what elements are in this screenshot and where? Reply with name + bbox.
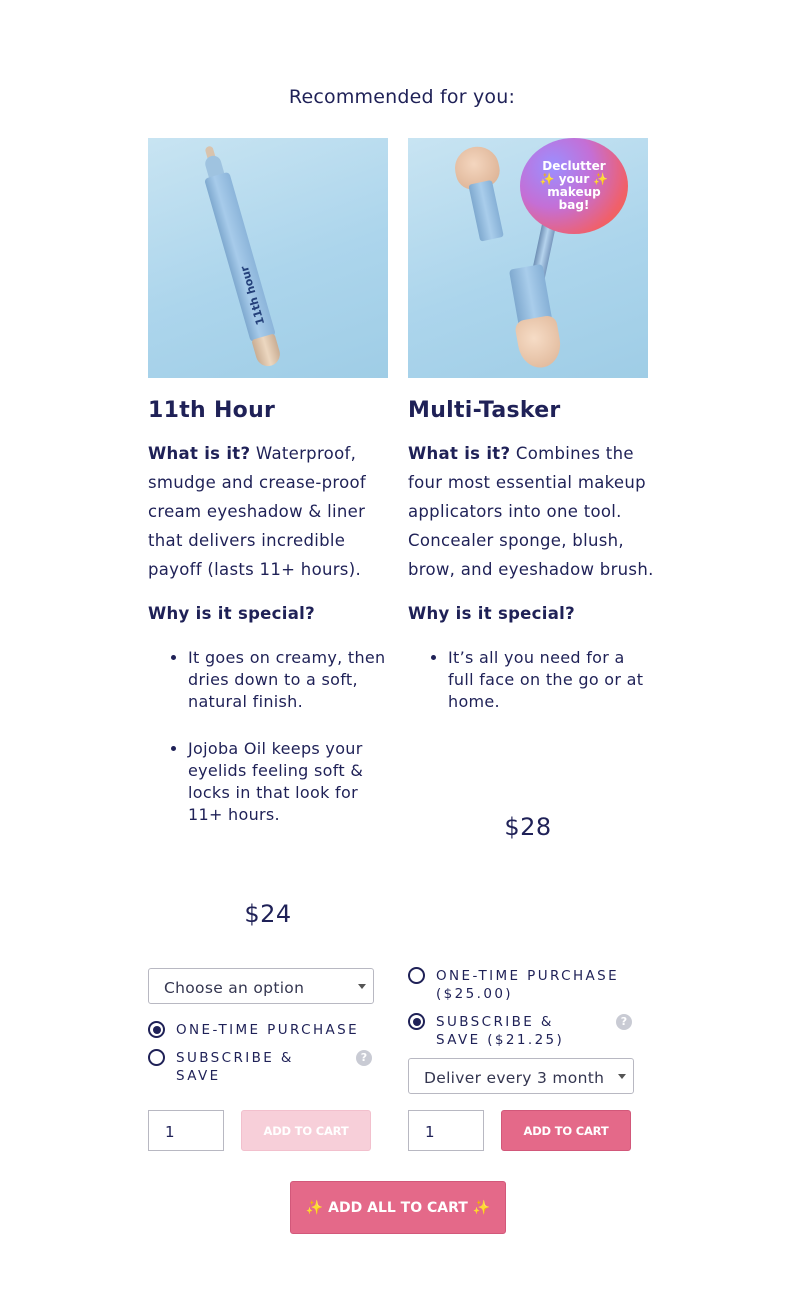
product-title[interactable]: Multi-Tasker — [408, 398, 561, 423]
feature-list — [408, 647, 654, 713]
feature-item: • It’s all you need for a full face on the go or at home. — [448, 647, 654, 713]
brush-illustration — [451, 143, 517, 260]
delivery-frequency-value: Deliver every 3 month — [424, 1069, 605, 1087]
option-label: ONE-TIME PURCHASE ($25.00) — [436, 968, 620, 1002]
stick-brand-text: 11th hour — [237, 264, 268, 327]
sponge-illustration — [503, 263, 567, 377]
what-label: What is it? — [408, 444, 511, 463]
add-all-to-cart-button[interactable]: ✨ ADD ALL TO CART ✨ — [290, 1181, 506, 1234]
option-label: SUBSCRIBE & SAVE ($21.25) — [436, 1014, 565, 1048]
product-image-multi-tasker[interactable] — [408, 138, 648, 378]
delivery-frequency-select[interactable] — [408, 1058, 634, 1094]
radio-unchecked-icon[interactable] — [408, 967, 425, 984]
help-icon[interactable]: ? — [616, 1014, 632, 1030]
eyeshadow-stick-illustration — [192, 142, 288, 372]
feature-item: • Jojoba Oil keeps your eyelids feeling soft & locks in that look for 11+ hours. — [188, 738, 388, 826]
option-label: SUBSCRIBE & SAVE — [176, 1050, 294, 1084]
subscribe-save-option[interactable] — [148, 1049, 326, 1085]
radio-checked-icon[interactable] — [148, 1021, 165, 1038]
product-image-11th-hour[interactable] — [148, 138, 388, 378]
what-text: Combines the four most essential makeup applicators into one tool. Concealer sponge, blush, brow, and eyeshadow brush. — [408, 444, 654, 579]
declutter-badge — [520, 138, 628, 234]
subscribe-save-option[interactable] — [408, 1013, 586, 1049]
badge-text: Declutter ✨ your ✨ makeup bag! — [539, 159, 609, 212]
feature-list — [148, 647, 388, 826]
product-card-11th-hour — [148, 138, 388, 851]
option-label: ONE-TIME PURCHASE — [176, 1022, 360, 1038]
what-label: What is it? — [148, 444, 251, 463]
feature-item: • It goes on creamy, then dries down to a soft, natural finish. — [188, 647, 388, 713]
quantity-input[interactable]: 1 — [148, 1110, 224, 1151]
special-heading: Why is it special? — [148, 604, 315, 623]
product-card-multi-tasker — [408, 138, 654, 738]
chevron-down-icon — [618, 1074, 626, 1079]
variant-select[interactable] — [148, 968, 374, 1004]
variant-select-value: Choose an option — [164, 979, 305, 997]
product-title[interactable]: 11th Hour — [148, 398, 276, 423]
radio-unchecked-icon[interactable] — [148, 1049, 165, 1066]
add-to-cart-button[interactable]: ADD TO CART — [241, 1110, 371, 1151]
recommended-heading: Recommended for you: — [288, 86, 516, 108]
special-heading: Why is it special? — [408, 604, 575, 623]
one-time-purchase-option[interactable] — [148, 1021, 376, 1039]
product-price: $28 — [504, 813, 552, 841]
one-time-purchase-option[interactable] — [408, 967, 641, 1003]
add-to-cart-button[interactable]: ADD TO CART — [501, 1110, 631, 1151]
radio-checked-icon[interactable] — [408, 1013, 425, 1030]
help-icon[interactable]: ? — [356, 1050, 372, 1066]
what-text: Waterproof, smudge and crease-proof cream eyeshadow & liner that delivers incredible payoff (lasts 11+ hours). — [148, 444, 367, 579]
product-description — [408, 439, 654, 584]
product-price: $24 — [244, 900, 292, 928]
quantity-input[interactable]: 1 — [408, 1110, 484, 1151]
product-description — [148, 439, 388, 584]
chevron-down-icon — [358, 984, 366, 989]
